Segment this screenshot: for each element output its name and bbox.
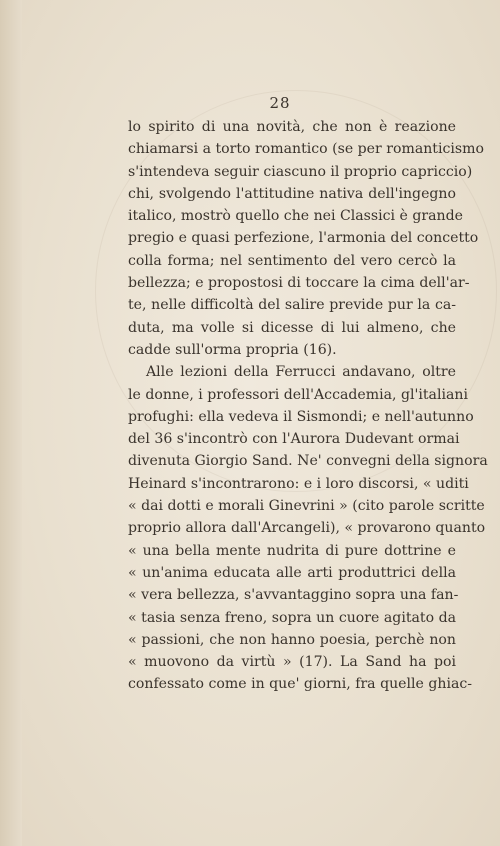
paragraph-start-line: Alle lezioni della Ferrucci andavano, oltre: [146, 364, 456, 381]
text-line: Heinard s'incontrarono: e i loro discorsi, « uditi: [128, 475, 469, 492]
text-line: divenuta Giorgio Sand. Ne' convegni della signora: [128, 453, 488, 470]
page-number: 28: [269, 94, 291, 112]
text-line: chi, svolgendo l'attitudine nativa dell'ingegno: [128, 185, 456, 202]
text-line: s'intendeva seguir ciascuno il proprio capriccio): [128, 163, 473, 180]
text-line: « vera bellezza, s'avvantaggino sopra una fan-: [128, 587, 459, 604]
text-line: cadde sull'orma propria (16).: [128, 341, 337, 358]
text-line: profughi: ella vedeva il Sismondi; e nell'autunno: [128, 408, 474, 425]
text-line: bellezza; e propostosi di toccare la cima dell'ar-: [128, 275, 470, 292]
text-line: italico, mostrò quello che nei Classici è grande: [128, 208, 463, 225]
text-line: te, nelle difficoltà del salire previde pur la ca-: [128, 297, 456, 314]
text-line: lo spirito di una novità, che non è reazione: [128, 119, 456, 135]
text-line: chiamarsi a torto romantico (se per romanticismo: [128, 141, 484, 158]
text-line: « un'anima educata alle arti produttrici della: [128, 564, 456, 581]
body-text: [128, 116, 488, 696]
text-line: pregio e quasi perfezione, l'armonia del concetto: [128, 230, 479, 247]
text-line: « dai dotti e morali Ginevrini » (cito parole scritte: [128, 498, 485, 515]
text-line: colla forma; nel sentimento del vero cercò la: [128, 252, 456, 269]
text-line: proprio allora dall'Arcangeli), « provarono quanto: [128, 520, 486, 537]
text-line: confessato come in que' giorni, fra quelle ghiac-: [128, 676, 473, 693]
text-line: del 36 s'incontrò con l'Aurora Dudevant ormai: [128, 431, 460, 448]
text-line: « tasia senza freno, sopra un cuore agitato da: [128, 609, 456, 626]
text-line: « una bella mente nudrita di pure dottrine e: [128, 542, 456, 559]
text-line: « muovono da virtù » (17). La Sand ha poi: [128, 654, 456, 671]
text-line: le donne, i professori dell'Accademia, gl'italiani: [128, 386, 468, 403]
text-line: duta, ma volle si dicesse di lui almeno, che: [128, 319, 456, 336]
page-gutter: [0, 0, 22, 846]
text-line: « passioni, che non hanno poesia, perchè non: [128, 631, 456, 648]
